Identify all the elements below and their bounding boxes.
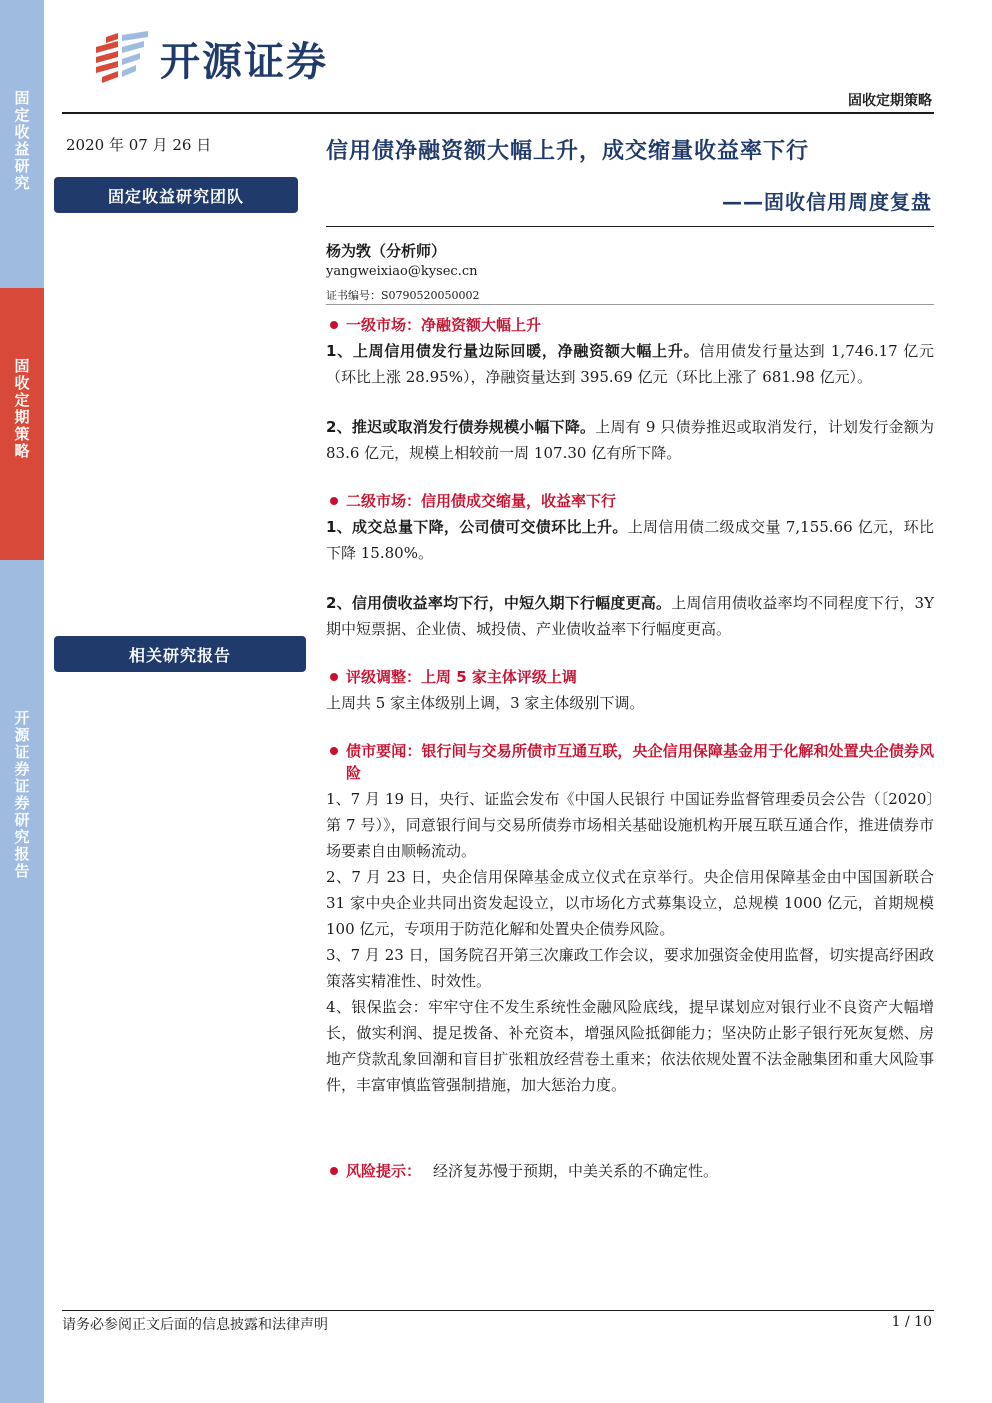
footer-disclaimer: 请务必参阅正文后面的信息披露和法律声明 [62,1317,328,1333]
report-date: 2020 年 07 月 26 日 [66,136,212,154]
bullet-icon [330,497,338,505]
news-item: 4、银保监会：牢牢守住不发生系统性金融风险底线，提早谋划应对银行业不良资产大幅增长，做实利润、提足拨备、补充资本，增强风险抵御能力；坚决防止影子银行死灰复燃、房地产贷款乱象回潮和盲目扩张粗放经营卷土重来；依法依规处置不法金融集团和重大风险事件，丰富审慎监管强制措施，加大惩治力度。 [326,998,934,1094]
analyst-divider [326,304,934,305]
news-item: 3、7 月 23 日，国务院召开第三次廉政工作会议，要求加强资金使用监督，切实提高纾困政策落实精准性、时效性。 [326,946,934,990]
analyst-cert: 证书编号：S0790520050002 [326,289,480,302]
report-category: 固收定期策略 [848,93,932,109]
page-number: 1 / 10 [891,1314,932,1330]
news-item: 2、7 月 23 日，央企信用保障基金成立仪式在京举行。央企信用保障基金由中国国新联合 31 家中央企业共同出资发起设立，以市场化方式募集设立，总规模 1000 亿元，首期规模 100 亿元，专项用于防范化解和处置央企债券风险。 [326,868,934,938]
analyst-name: 杨为敩（分析师） [326,242,447,260]
header-divider [62,112,934,114]
side-label-middle: 固收定期策略 [14,357,30,460]
team-label: 固定收益研究团队 [54,177,298,213]
section-heading-bond-news: 债市要闻：银行间与交易所债市互通互联，央企信用保障基金用于化解和处置央企债券风险 [326,740,934,784]
bullet-icon [330,673,338,681]
bullet-icon [330,321,338,329]
paragraph: 2、信用债收益率均下行，中短久期下行幅度更高。上周信用债收益率均不同程度下行，3Y 期中短票据、企业债、城投债、产业债收益率下行幅度更高。 [326,594,934,638]
section-heading-rating-changes: 评级调整：上周 5 家主体评级上调 [326,666,934,688]
brand-name: 开源证券 [160,39,328,85]
paragraph: 2、推迟或取消发行债券规模小幅下降。上周有 9 只债券推迟或取消发行，计划发行金额为 83.6 亿元，规模上相较前一周 107.30 亿有所下降。 [326,418,934,462]
news-item: 1、7 月 19 日，央行、证监会发布《中国人民银行 中国证券监督管理委员会公告（〔2020〕第 7 号）》，同意银行间与交易所债券市场相关基础设施机构开展互联互通合作，推进债券市场要素自由顺畅流动。 [326,790,934,860]
paragraph: 1、成交总量下降，公司债可交债环比上升。上周信用债二级成交量 7,155.66 亿元，环比下降 15.80%。 [326,518,934,562]
side-label-top: 固定收益研究 [14,89,30,192]
section-heading-secondary-market: 二级市场：信用债成交缩量，收益率下行 [326,490,934,512]
side-strip-top [0,0,44,288]
report-body [326,314,934,1182]
paragraph: 上周共 5 家主体级别上调，3 家主体级别下调。 [326,694,645,712]
side-strip-bottom [0,560,44,1403]
section-heading-risk: 风险提示： 经济复苏慢于预期，中美关系的不确定性。 [326,1160,934,1182]
report-title: 信用债净融资额大幅上升，成交缩量收益率下行 [326,139,810,164]
section-heading-primary-market: 一级市场：净融资额大幅上升 [326,314,934,336]
related-reports-label: 相关研究报告 [54,636,306,672]
side-label-bottom: 开源证券 证券研究报告 [14,709,30,880]
bullet-icon [330,747,338,755]
analyst-email: yangweixiao@kysec.cn [326,264,478,279]
bullet-icon [330,1167,338,1175]
brand-logo [88,30,328,87]
title-divider [326,226,934,227]
footer-divider [62,1310,934,1311]
side-strip-middle [0,288,44,560]
brand-logo-icon [88,31,154,87]
report-subtitle: ——固收信用周度复盘 [722,190,932,214]
paragraph: 1、上周信用债发行量边际回暖，净融资额大幅上升。信用债发行量达到 1,746.17 亿元（环比上涨 28.95%），净融资量达到 395.69 亿元（环比上涨了 681.98 亿元）。 [326,342,934,386]
